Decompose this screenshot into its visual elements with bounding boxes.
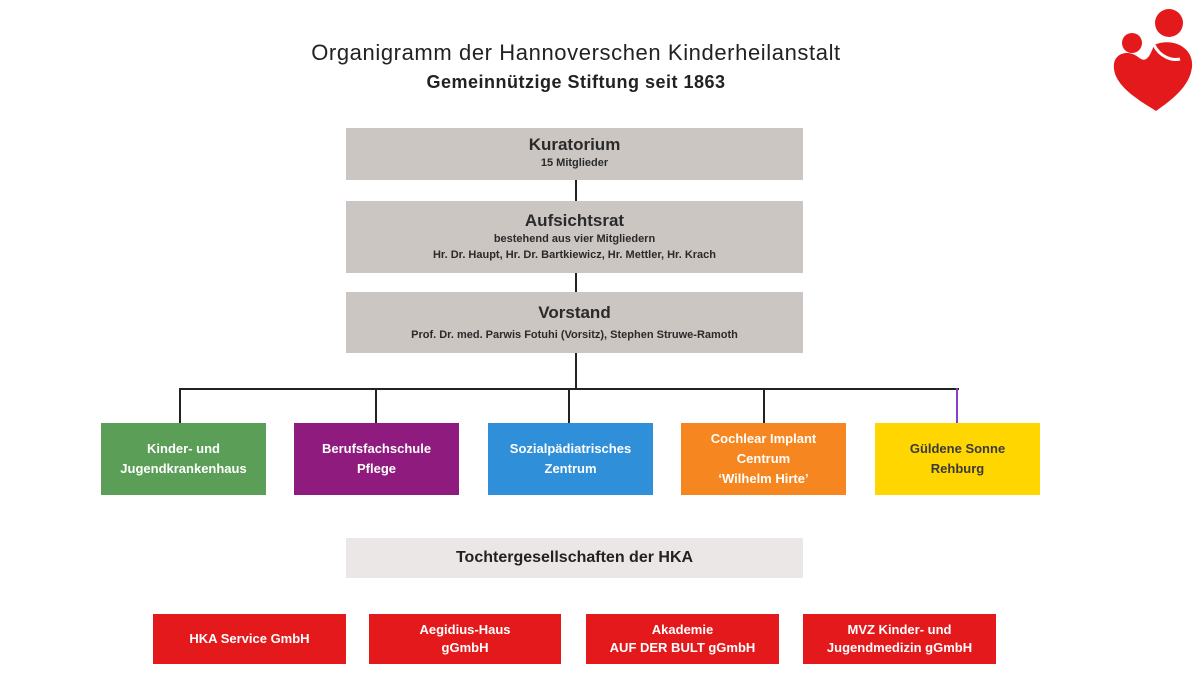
- subsidiary-line1: Akademie: [651, 622, 714, 637]
- aufsichtsrat-members: Hr. Dr. Haupt, Hr. Dr. Bartkiewicz, Hr. Mettler, Hr. Krach: [432, 249, 717, 261]
- dept-line2: Centrum: [736, 451, 791, 466]
- connector-drop-1: [179, 388, 181, 423]
- connector-kuratorium-aufsichtsrat: [575, 180, 577, 201]
- subsidiary-hka-service: [153, 614, 346, 664]
- dept-line1: Cochlear Implant: [710, 431, 817, 446]
- subsidiary-line2: AUF DER BULT gGmbH: [609, 640, 756, 655]
- dept-line1: Güldene Sonne: [909, 441, 1006, 456]
- subsidiary-line2: Jugendmedizin gGmbH: [826, 640, 973, 655]
- dept-sozialpaediatrisches-zentrum: [488, 423, 653, 495]
- dept-line2: Rehburg: [930, 461, 985, 476]
- dept-line1: Kinder- und: [147, 441, 220, 456]
- connector-drop-3: [568, 388, 570, 423]
- page-subtitle: Gemeinnützige Stiftung seit 1863: [426, 72, 726, 92]
- connector-drop-4: [763, 388, 765, 423]
- dept-line2: Pflege: [356, 461, 396, 476]
- dept-line1: Sozialpädiatrisches: [509, 441, 632, 456]
- vorstand-box: [346, 292, 803, 353]
- connector-drop-2: [375, 388, 377, 423]
- dept-line3: ‘Wilhelm Hirte’: [718, 471, 809, 486]
- kuratorium-title: Kuratorium: [528, 135, 621, 154]
- kuratorium-box: [346, 128, 803, 180]
- dept-line1: Berufsfachschule: [321, 441, 432, 456]
- kuratorium-members: 15 Mitglieder: [540, 157, 609, 169]
- dept-gueldene-sonne-rehburg: [875, 423, 1040, 495]
- aufsichtsrat-box: [346, 201, 803, 273]
- dept-line2: Jugendkrankenhaus: [120, 461, 247, 476]
- aufsichtsrat-desc: bestehend aus vier Mitgliedern: [493, 233, 656, 245]
- connector-aufsichtsrat-vorstand: [575, 273, 577, 292]
- dept-berufsfachschule-pflege: [294, 423, 459, 495]
- subsidiary-line1: HKA Service GmbH: [189, 631, 310, 646]
- heart-figure-logo-icon: [1110, 5, 1194, 115]
- subsidiary-line1: MVZ Kinder- und: [847, 622, 952, 637]
- vorstand-title: Vorstand: [538, 303, 611, 322]
- subsidiary-aegidius-haus: [369, 614, 561, 664]
- subsidiary-line2: gGmbH: [441, 640, 489, 655]
- page-title: Organigramm der Hannoverschen Kinderheilanstalt: [311, 40, 841, 65]
- dept-line2: Zentrum: [544, 461, 597, 476]
- dept-cochlear-implant-centrum: [681, 423, 846, 495]
- subsidiaries-heading: Tochtergesellschaften der HKA: [346, 538, 803, 578]
- subsidiary-akademie-auf-der-bult: [586, 614, 779, 664]
- aufsichtsrat-title: Aufsichtsrat: [524, 211, 625, 230]
- connector-drop-5: [956, 388, 958, 423]
- dept-kinder-jugendkrankenhaus: [101, 423, 266, 495]
- subsidiary-mvz-kinder-jugendmedizin: [803, 614, 996, 664]
- connector-vorstand-bus: [575, 353, 577, 389]
- subsidiary-line1: Aegidius-Haus: [419, 622, 511, 637]
- vorstand-members: Prof. Dr. med. Parwis Fotuhi (Vorsitz), Stephen Struwe-Ramoth: [411, 329, 738, 341]
